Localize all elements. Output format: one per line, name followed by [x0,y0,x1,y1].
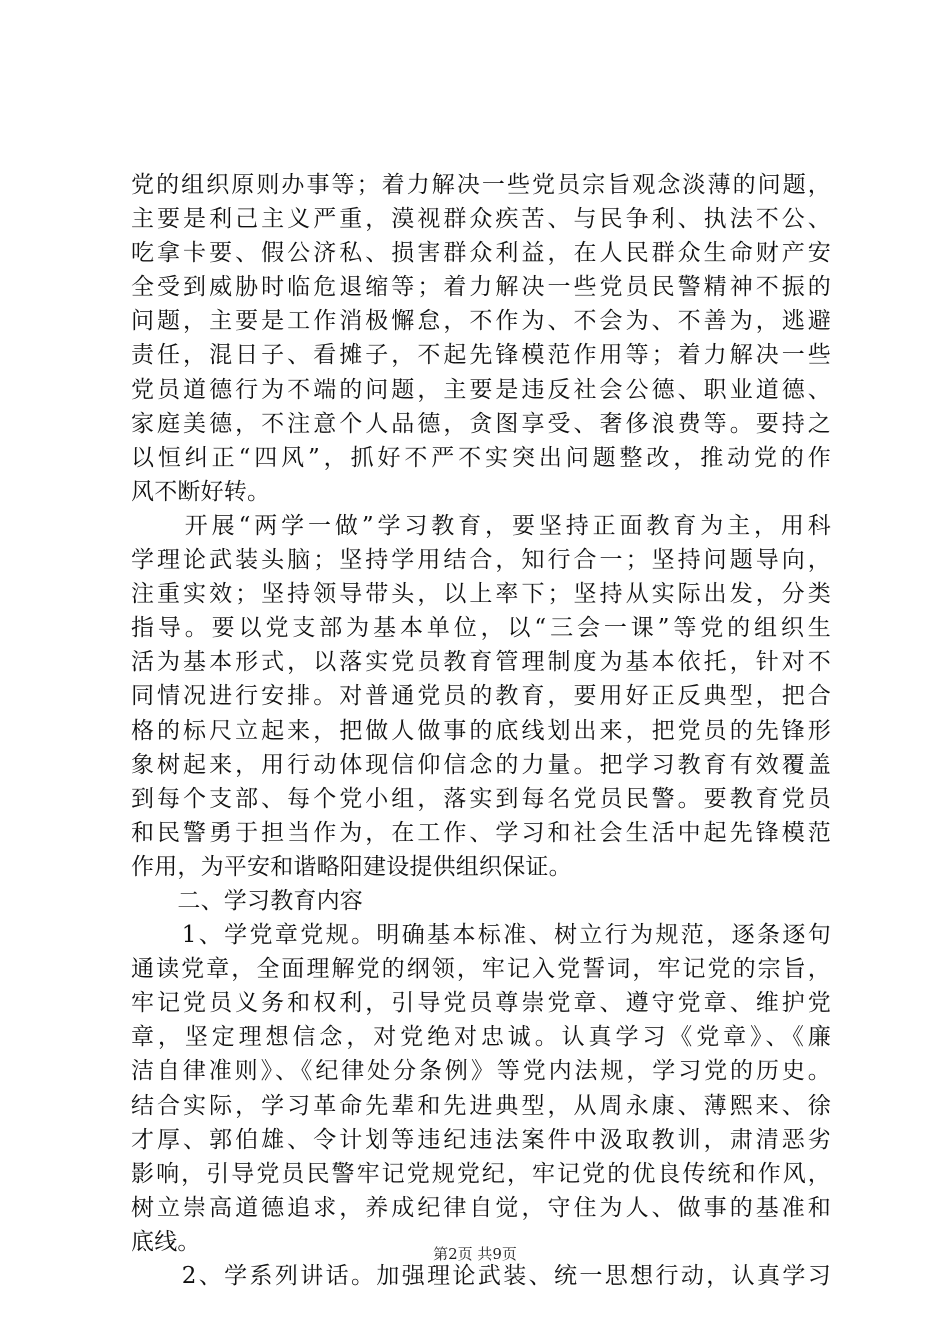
page-footer: 第2页 共9页 [433,1245,517,1263]
text-line: 结合实际，学习革命先辈和先进典型，从周永康、薄熙来、徐 [131,1092,831,1119]
text-line: 责任，混日子、看摊子，不起先锋模范作用等；着力解决一些 [131,342,831,369]
text-line: 开展“两学一做”学习教育，要坚持正面教育为主，用科 [131,512,831,539]
text-line: 党的组织原则办事等；着力解决一些党员宗旨观念淡薄的问题， [131,172,831,198]
text-line: 牢记党员义务和权利，引导党员尊崇党章、遵守党章、维护党 [131,990,831,1017]
text-line: 风不断好转。 [131,478,271,505]
text-line: 到每个支部、每个党小组，落实到每名党员民警。要教育党员 [131,785,831,812]
text-line: 象树起来，用行动体现信仰信念的力量。把学习教育有效覆盖 [131,751,831,778]
text-line: 章，坚定理想信念，对党绝对忠诚。认真学习《党章》、《廉 [131,1024,831,1051]
text-line: 以恒纠正“四风”，抓好不严不实突出问题整改，推动党的作 [131,444,831,471]
text-line: 底线。 [131,1228,201,1255]
text-line: 全受到威胁时临危退缩等；着力解决一些党员民警精神不振的 [131,274,831,301]
text-line: 格的标尺立起来，把做人做事的底线划出来，把党员的先锋形 [131,717,831,744]
text-line: 问题，主要是工作消极懈怠，不作为、不会为、不善为，逃避 [131,308,831,335]
text-line: 影响，引导党员民警牢记党规党纪，牢记党的优良传统和作风， [131,1160,831,1187]
text-line: 活为基本形式，以落实党员教育管理制度为基本依托，针对不 [131,649,831,676]
text-line: 树立崇高道德追求，养成纪律自觉，守住为人、做事的基准和 [131,1194,831,1221]
text-line: 家庭美德，不注意个人品德，贪图享受、奢侈浪费等。要持之 [131,410,831,437]
body-text [131,168,831,1293]
text-line: 吃拿卡要、假公济私、损害群众利益，在人民群众生命财产安 [131,240,831,267]
text-line: 主要是利己主义严重，漠视群众疾苦、与民争利、执法不公、 [131,206,831,233]
text-line: 才厚、郭伯雄、令计划等违纪违法案件中汲取教训，肃清恶劣 [131,1126,831,1153]
text-line: 洁自律准则》、《纪律处分条例》等党内法规，学习党的历史。 [131,1058,831,1085]
text-line: 通读党章，全面理解党的纲领，牢记入党誓词，牢记党的宗旨， [131,956,831,983]
text-line: 指导。要以党支部为基本单位，以“三会一课”等党的组织生 [131,615,831,642]
text-line: 2、学系列讲话。加强理论武装、统一思想行动，认真学习 [131,1263,831,1289]
text-line: 党员道德行为不端的问题，主要是违反社会公德、职业道德、 [131,376,831,403]
text-line: 和民警勇于担当作为，在工作、学习和社会生活中起先锋模范 [131,819,831,846]
text-line: 学理论武装头脑；坚持学用结合，知行合一；坚持问题导向， [131,547,831,574]
text-line: 1、学党章党规。明确基本标准、树立行为规范，逐条逐句 [131,922,831,949]
text-line: 作用，为平安和谐略阳建设提供组织保证。 [131,853,572,880]
text-line: 同情况进行安排。对普通党员的教育，要用好正反典型，把合 [131,683,831,710]
text-line: 二、学习教育内容 [131,887,363,914]
text-line: 注重实效；坚持领导带头，以上率下；坚持从实际出发，分类 [131,581,831,608]
